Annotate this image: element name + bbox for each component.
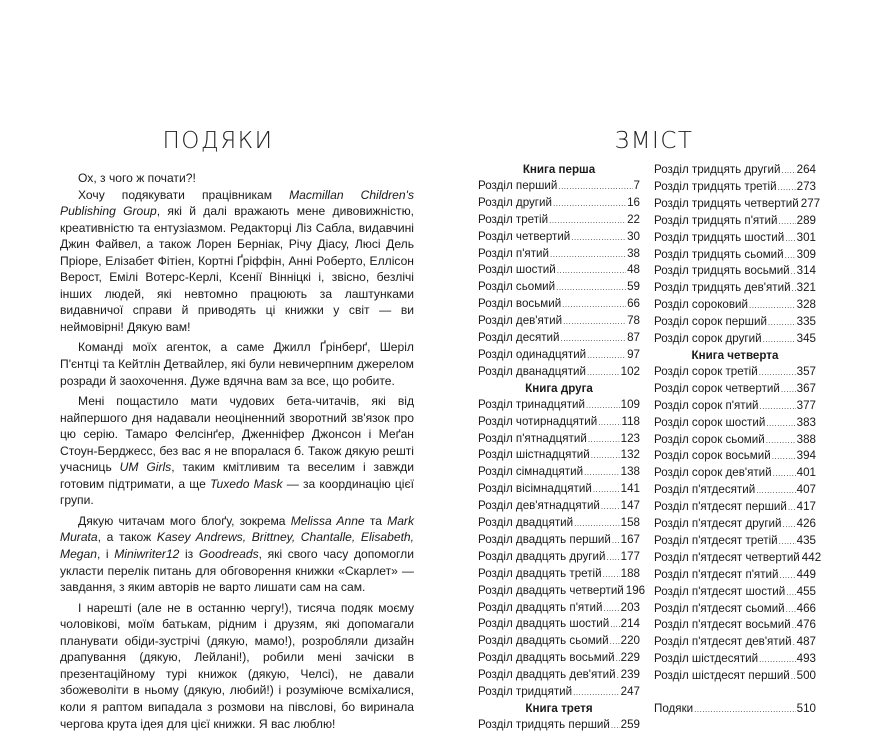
toc-entry[interactable] [654,482,816,499]
toc-entry[interactable] [654,230,816,247]
toc-leader-dots [783,517,796,533]
toc-entry[interactable] [654,601,816,618]
toc-leader-dots [607,550,620,566]
toc-entry-page: 203 [620,600,640,614]
toc-entry-label: Розділ тридцять перший [478,717,610,731]
toc-leader-dots [785,248,796,264]
toc-leader-dots [550,247,626,263]
toc-entry[interactable] [478,600,640,617]
toc-entry-label: Розділ перший [478,178,558,192]
text-run: , таким кмітливим та веселим і завжди готовим підтримати, а ще [60,460,414,491]
toc-leader-dots [593,482,620,498]
text-run: , які й далі вражають мене дивовижністю, креативністю та ентузіазмом. Редакторці Ліз Сабла, видавчині Джин Файвел, а також Лорен Берніак, Річу Діасу, Люсі Дель Пріоре, Елізабет Фітіен, Кортні Ґріффін, Анні Роберто, Еллісон Верост, Емілі Вотерс-Керлі, Ксенії Вінніцкі і, звісно, безлічі інших людей, які невтомно працюють за лаштунками видавничої справи й приводять ці книжки у світ — ви неймовірні! Дякую вам! [60,204,415,334]
toc-entry[interactable] [478,717,640,734]
toc-entry[interactable] [478,330,640,347]
toc-leader-dots [587,365,620,381]
toc-entry-label: Розділ п'ятнадцятий [478,431,587,445]
toc-entry-label: Розділ двадцять перший [478,532,611,546]
toc-leader-dots [786,585,795,601]
toc-entry-label: Розділ п'ятий [478,246,549,260]
toc-entry-label: Розділ тридцять дев'ятий [654,281,791,295]
toc-entry-page: 388 [796,432,816,446]
toc-entry-page: 367 [796,381,816,395]
toc-leader-dots [603,567,620,583]
toc-entry[interactable] [654,196,821,213]
toc-entry-label: Розділ п'ятдесят сьомий [654,601,785,615]
paragraph [60,170,414,187]
toc-entry[interactable] [654,567,816,584]
text-run: , які свого часу допомогли укласти перелік питань для обговорення книжки «Скарлет» — завдання, з яким авторів не варто лишати сам на сам. [60,547,414,595]
toc-entry-page: 357 [796,364,816,378]
toc-entry-page: 66 [627,297,640,311]
toc-entry[interactable] [478,212,640,229]
toc-entry-page: 500 [796,669,816,683]
toc-entry-page: 247 [620,685,640,699]
toc-leader-dots [788,500,796,516]
toc-entry[interactable] [478,481,640,498]
toc-leader-dots [791,264,796,280]
toc-entry-label: Розділ сорок другий [654,332,762,346]
toc-entry[interactable] [654,499,816,516]
toc-entry[interactable] [478,229,640,246]
toc-leader-dots [612,533,620,549]
toc-book-heading: Книга третя [525,702,593,715]
text-run: — за координацію цієї групи. [60,476,414,508]
toc-leader-dots [791,669,796,685]
toc-entry-label: Розділ п'ятдесятий [654,483,756,497]
toc-book-heading: Книга перша [522,163,596,176]
toc-entry-label: Розділ п'ятдесят восьмий [654,618,791,632]
text-run: Ох, з чого ж почати?! [78,171,196,185]
toc-entry-page: 493 [796,652,816,666]
italic-text: Melissa Anne [290,513,365,528]
toc-leader-dots [556,280,626,296]
toc-entry-page: 138 [620,465,640,479]
toc-entry-label: Розділ вісімнадцятий [478,482,592,496]
toc-entry-page: 487 [796,635,816,649]
toc-entry[interactable] [478,464,640,481]
toc-entry-page: 417 [796,500,816,514]
toc-leader-dots [587,348,626,364]
text-run: та [364,513,388,528]
toc-entry-page: 102 [620,364,640,378]
toc-leader-dots [766,416,795,432]
toc-leader-dots [557,263,626,279]
toc-entry[interactable] [654,432,816,449]
italic-text: Mark Murata [60,513,414,545]
toc-leader-dots [792,281,796,297]
toc-entry-label: Розділ п'ятдесят четвертий [654,550,800,564]
toc-entry-page: 132 [620,448,640,462]
toc-entry-page: 158 [620,516,640,530]
italic-text: Macmillan Children's Publishing Group [60,187,414,219]
toc-entry-label: Розділ сороковий [654,298,748,312]
toc-entry[interactable] [478,414,640,431]
toc-entry[interactable] [654,247,816,264]
toc-leader-dots [756,483,795,499]
toc-entry-page: 259 [620,717,640,731]
toc-entry-label: Розділ другий [478,195,552,209]
toc-entry-label: Розділ тридцятий [478,685,573,699]
toc-entry-page: 229 [620,651,640,665]
toc-entry[interactable] [654,651,816,668]
toc-entry-label: Розділ тринадцятий [478,397,585,411]
toc-entry-label: Розділ шістнадцятий [478,448,590,462]
toc-leader-dots [768,315,796,331]
toc-entry-label: Розділ п'ятдесят третій [654,533,778,547]
toc-entry-page: 38 [627,246,640,260]
toc-entry-label: Розділ шістдесятий [654,652,759,666]
toc-entry-page: 16 [627,195,640,209]
toc-leader-dots [586,398,620,414]
toc-entry-label: Розділ двадцять третій [478,566,602,580]
toc-entry-label: Розділ тридцять шостий [654,230,785,244]
toc-entry-label: Розділ двадцять дев'ятий [478,668,616,682]
toc-leader-dots [573,685,620,701]
toc-entry[interactable] [654,584,816,601]
toc-leader-dots [785,231,795,247]
toc-entry-label: Розділ двадцять другий [478,549,606,563]
paragraph [60,600,414,732]
toc-leader-dots [778,214,795,230]
toc-entry-page: 273 [796,179,816,193]
toc-leader-dots [560,331,626,347]
toc-entry-label: Розділ сорок третій [654,364,758,378]
toc-leader-dots [772,449,796,465]
toc-leader-dots [793,635,796,651]
toc-entry-page: 345 [796,332,816,346]
contents-page [436,0,872,731]
toc-entry-label: Розділ двадцятий [478,516,574,530]
toc-entry-page: 264 [796,163,816,176]
toc-entry[interactable] [654,213,816,230]
toc-entry[interactable] [654,448,816,465]
toc-entry[interactable] [654,634,816,651]
toc-entry-label: Розділ п'ятдесят шостий [654,584,786,598]
toc-entry-page: 426 [796,517,816,531]
toc-entry[interactable] [478,262,640,279]
toc-entry[interactable] [478,498,640,515]
toc-entry-label: Розділ п'ятдесят п'ятий [654,567,779,581]
text-run: Хочу подякувати працівникам [78,187,290,202]
toc-entry-label: Розділ п'ятдесят другий [654,517,782,531]
toc-leader-dots [749,298,796,314]
toc-entry-page: 449 [796,567,816,581]
toc-entry-label: Розділ одинадцятий [478,347,587,361]
toc-entry-label: Розділ четвертий [478,229,571,243]
toc-leader-dots [759,365,796,381]
italic-text: Kasey Andrews, Brittney, Chantalle, Elisabeth, Megan [60,530,415,562]
toc-entry[interactable] [478,347,640,364]
toc-entry[interactable] [478,397,640,414]
toc-entry-label: Розділ дев'ятнадцятий [478,499,600,513]
toc-leader-dots [611,718,620,734]
toc-entry[interactable] [654,516,816,533]
toc-entry[interactable] [478,667,640,684]
toc-entry-page: 109 [620,397,640,411]
contents-title: ЗМІСТ [614,128,694,154]
toc-entry-page: 48 [627,263,640,277]
toc-entry[interactable] [654,465,816,482]
toc-entry[interactable] [478,566,640,583]
toc-entry[interactable] [654,398,816,415]
toc-entry-label: Розділ тридцять третій [654,179,777,193]
toc-leader-dots [781,163,795,179]
toc-entry-page: 383 [796,415,816,429]
toc-entry-page: 301 [796,230,816,244]
toc-leader-dots [588,432,620,448]
toc-entry-page: 335 [796,315,816,329]
toc-entry[interactable] [654,297,816,314]
toc-book-heading: Книга четверта [691,348,779,362]
toc-leader-dots [759,652,796,668]
toc-entry-label: Розділ тридцять п'ятий [654,213,778,227]
toc-entry[interactable] [478,633,640,650]
toc-entry-label: Розділ сорок перший [654,315,767,329]
toc-entry-label: Розділ сорок восьмий [654,449,771,463]
text-run: Мені пощастило мати чудових бета-читачів, які від найпершого дня надавали неоціненний зворотний зв'язок про цю серію. Тамаро Фелсінґер, Дженніфер Джонсон і Меґан Стоун-Берджесс, без вас я не впоралася б. Також дякую решті учасниць [60,394,414,475]
toc-entry-label: Розділ третій [478,212,549,226]
toc-entry-label: Розділ п'ятдесят перший [654,500,787,514]
toc-leader-dots [610,617,619,633]
toc-entry[interactable] [654,364,816,381]
text-run: , і [96,547,115,562]
toc-leader-dots [603,601,619,617]
toc-leader-dots [773,466,796,482]
toc-entry-page: 476 [796,618,816,632]
toc-leader-dots [610,634,620,650]
toc-entry-page: 407 [796,483,816,497]
toc-entry-label: Розділ двадцять четвертий [478,583,624,597]
toc-leader-dots [563,314,626,330]
toc-leader-dots [601,499,620,515]
toc-entry-page: 277 [800,196,821,210]
toc-entry-label: Розділ чотирнадцятий [478,414,598,428]
toc-entry-label: Розділ тридцять четвертий [654,196,799,210]
toc-entry-label: Розділ сьомий [478,280,556,294]
toc-spacer [654,685,816,701]
toc-leader-dots [778,180,796,196]
toc-entry-page: 196 [625,583,646,597]
toc-entry[interactable] [654,533,816,550]
toc-entry-page: 435 [796,533,816,547]
toc-entry[interactable] [478,447,640,464]
toc-entry-page: 401 [796,466,816,480]
toc-entry-page: 309 [796,247,816,261]
toc-entry[interactable] [478,296,640,313]
toc-entry-page: 510 [796,702,816,716]
toc-entry[interactable] [654,550,822,567]
toc-entry[interactable] [654,314,816,331]
toc-entry-page: 167 [620,532,640,546]
toc-entry-label: Розділ шостий [478,263,556,277]
toc-leader-dots [781,382,796,398]
toc-entry-page: 147 [620,499,640,513]
toc-entry-label: Розділ дев'ятий [478,314,563,328]
toc-entry-page: 78 [627,314,640,328]
paragraph [60,187,414,336]
toc-entry[interactable] [654,331,816,348]
toc-leader-dots [558,179,632,195]
toc-entry-label: Розділ тридцять сьомий [654,247,784,261]
toc-entry[interactable] [478,178,640,195]
text-run: , а також [97,530,157,545]
toc-entry-page: 239 [620,668,640,682]
toc-entry[interactable] [478,515,640,532]
toc-entry-label: Розділ двадцять шостий [478,617,610,631]
italic-text: Miniwriter12 [114,547,180,562]
text-run: Команді моїх агенток, а саме Джилл Ґрінберґ, Шеріл П'єнтці та Кейтлін Детвайлер, які були невичерпним джерелом розради й заохочення. Дуже вдячна вам за все, що робите. [60,340,414,388]
toc-entry-page: 141 [620,482,640,496]
toc-entry[interactable] [654,617,816,634]
toc-column-1 [478,162,646,734]
toc-leader-dots [616,651,620,667]
toc-entry-label: Розділ дванадцятий [478,364,586,378]
toc-entry-page: 328 [796,298,816,312]
toc-entry-label: Розділ п'ятдесят дев'ятий [654,635,792,649]
toc-entry-page: 214 [620,617,640,631]
toc-entry[interactable] [478,279,640,296]
toc-leader-dots [562,297,626,313]
toc-entry-page: 118 [621,414,640,428]
toc-entry[interactable] [654,701,816,718]
toc-entry-label: Розділ десятий [478,331,560,345]
toc-entry-page: 321 [796,281,816,295]
text-run: із [179,547,199,562]
text-run: Дякую читачам мого блоґу, зокрема [78,513,291,528]
toc-entry[interactable] [654,668,816,685]
toc-leader-dots [694,702,796,718]
toc-entry-label: Розділ сорок шостий [654,415,766,429]
toc-entry-label: Розділ сорок п'ятий [654,398,759,412]
toc-entry[interactable] [478,195,640,212]
toc-entry[interactable] [478,246,640,263]
toc-leader-dots [766,433,796,449]
toc-entry-page: 123 [620,431,640,445]
toc-entry-label: Розділ шістдесят перший [654,669,790,683]
toc-entry-page: 466 [796,601,816,615]
toc-leader-dots [598,415,620,431]
toc-entry-label: Розділ сорок дев'ятий [654,466,772,480]
toc-entry-label: Розділ сімнадцятий [478,465,584,479]
toc-entry-label: Розділ двадцять восьмий [478,651,615,665]
paragraph [60,393,414,509]
toc-entry-page: 377 [796,398,816,412]
toc-leader-dots [779,568,795,584]
toc-entry[interactable] [654,280,816,297]
toc-entry[interactable] [654,415,816,432]
toc-leader-dots [591,448,620,464]
toc-entry-label: Розділ восьмий [478,297,562,311]
toc-entry-label: Подяки [654,702,694,716]
toc-entry[interactable] [478,549,640,566]
toc-entry-page: 455 [796,584,816,598]
toc-entry-page: 87 [627,331,640,345]
toc-leader-dots [574,516,620,532]
toc-entry-page: 177 [620,549,640,563]
toc-entry-label: Розділ сорок сьомий [654,432,765,446]
toc-entry[interactable] [478,532,640,549]
toc-leader-dots [549,213,626,229]
toc-entry-page: 59 [627,280,640,294]
toc-book-heading: Книга друга [525,381,593,395]
toc-entry[interactable] [478,616,640,633]
toc-entry[interactable] [478,364,640,381]
toc-entry-page: 442 [801,550,822,564]
toc-leader-dots [760,399,796,415]
toc-leader-dots [786,602,796,618]
toc-leader-dots [553,196,626,212]
toc-entry-page: 97 [627,347,640,361]
toc-entry-page: 394 [796,449,816,463]
toc-entry[interactable] [478,684,640,701]
toc-entry[interactable] [654,381,816,398]
italic-text: Goodreads [198,547,259,562]
paragraph [60,513,414,596]
toc-entry-page: 22 [627,212,640,226]
toc-entry[interactable] [654,179,816,196]
toc-entry-label: Розділ тридцять восьмий [654,264,790,278]
acknowledgements-title: ПОДЯКИ [162,128,274,154]
acknowledgements-page [0,0,436,731]
italic-text: UM Girls [119,460,172,475]
toc-entry-label: Розділ двадцять сьомий [478,634,609,648]
paragraph [60,339,414,389]
toc-entry[interactable] [654,263,816,280]
italic-text: Tuxedo Mask [209,476,283,491]
toc-leader-dots [571,230,626,246]
toc-entry-page: 220 [620,634,640,648]
acknowledgements-body [60,170,414,732]
toc-leader-dots [763,332,796,348]
toc-entry[interactable] [478,431,640,448]
toc-leader-dots [792,618,796,634]
toc-entry[interactable] [654,162,816,179]
toc-entry-page: 7 [633,178,640,192]
toc-entry[interactable] [478,583,646,600]
toc-entry-page: 314 [796,264,816,278]
toc-entry-page: 289 [796,213,816,227]
toc-entry-page: 188 [620,566,640,580]
toc-entry[interactable] [478,650,640,667]
toc-entry-label: Розділ тридцять другий [654,163,781,176]
toc-leader-dots [779,534,796,550]
toc-column-2 [654,162,822,718]
toc-leader-dots [584,465,620,481]
toc-leader-dots [617,668,620,684]
toc-entry-label: Розділ сорок четвертий [654,381,780,395]
toc-entry[interactable] [478,313,640,330]
toc-entry-label: Розділ двадцять п'ятий [478,600,603,614]
toc-entry-page: 30 [627,229,640,243]
text-run: І нарешті (але не в останню чергу!), тисяча подяк моєму чоловікові, моїм батькам, рідним і друзям, які допомагали планувати обіди-зустрічі (дякую, мамо!), розробляли дизайн драпування (дякую, Лейлані!), робили мені зачіски в презентаційному турі книжок (дякую, Челсі), не давали збожеволіти в ньому (дякую, любий!) і розуміюче всміхалися, коли я раптом випадала з розмови на півслові, бо виринала чергова крута ідея для цієї книжки. Я вас люблю! [60,600,414,731]
